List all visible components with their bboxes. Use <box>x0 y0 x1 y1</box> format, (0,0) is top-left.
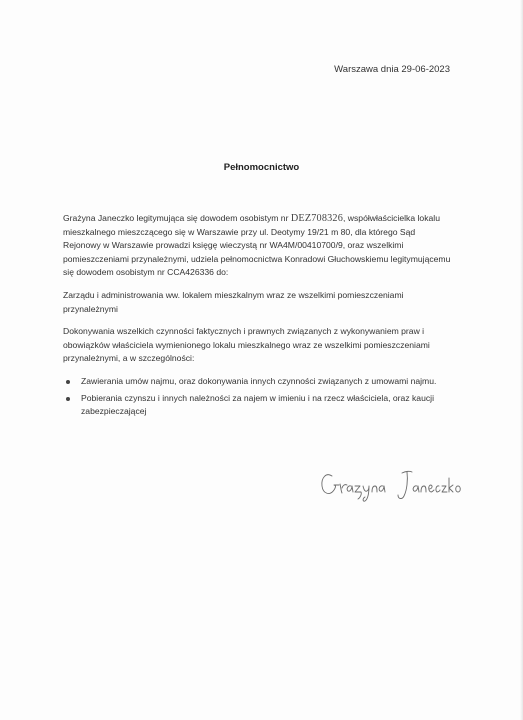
list-item <box>63 375 455 389</box>
list-item <box>63 392 455 419</box>
bullet-icon <box>66 397 70 401</box>
list-item-text: Pobierania czynszu i innych należności za najem w imieniu i na rzecz właściciela, oraz kaucji zabezpieczającej <box>81 392 434 417</box>
paragraph-actions: Dokonywania wszelkich czynności faktycznych i prawnych związanych z wykonywaniem praw i obowiązków właściciela wymienionego lokalu mieszkalnego wraz ze wszelkimi pomieszczeniami przynależnymi, a w szczególności: <box>63 326 430 364</box>
paragraph-principal <box>63 212 455 280</box>
paragraph-principal-start: Grażyna Janeczko legitymująca się dowodem osobistym nr <box>63 213 291 223</box>
id-card-number: DEZ708326 <box>290 213 344 224</box>
handwritten-signature <box>318 466 468 506</box>
bullet-icon <box>66 380 70 384</box>
paragraph-management: Zarządu i administrowania ww. lokalem mieszkalnym wraz ze wszelkimi pomieszczeniami przynależnymi <box>63 289 404 314</box>
date-line: Warszawa dnia 29-06-2023 <box>334 64 450 75</box>
paragraph-principal-rest: , współwłaścicielka lokalu mieszkalnego mieszczącego się w Warszawie przy ul. Deotymy 19/21 m 80, dla którego Sąd Rejonowy w Warszawie prowadzi księgę wieczystą nr WA4M/00410700/9, oraz wszelkimi pomieszczeniami przynależnymi, udziela pełnomocnictwa Konradowi Głuchowskiemu legitymującemu się dowodem osobistym nr CCA426336 do: <box>63 213 451 278</box>
document-title: Pełnomocnictwo <box>223 162 300 173</box>
list-item-text: Zawierania umów najmu, oraz dokonywania innych czynności związanych z umowami najmu. <box>81 375 437 386</box>
document-body <box>63 212 455 422</box>
powers-list <box>63 375 455 419</box>
